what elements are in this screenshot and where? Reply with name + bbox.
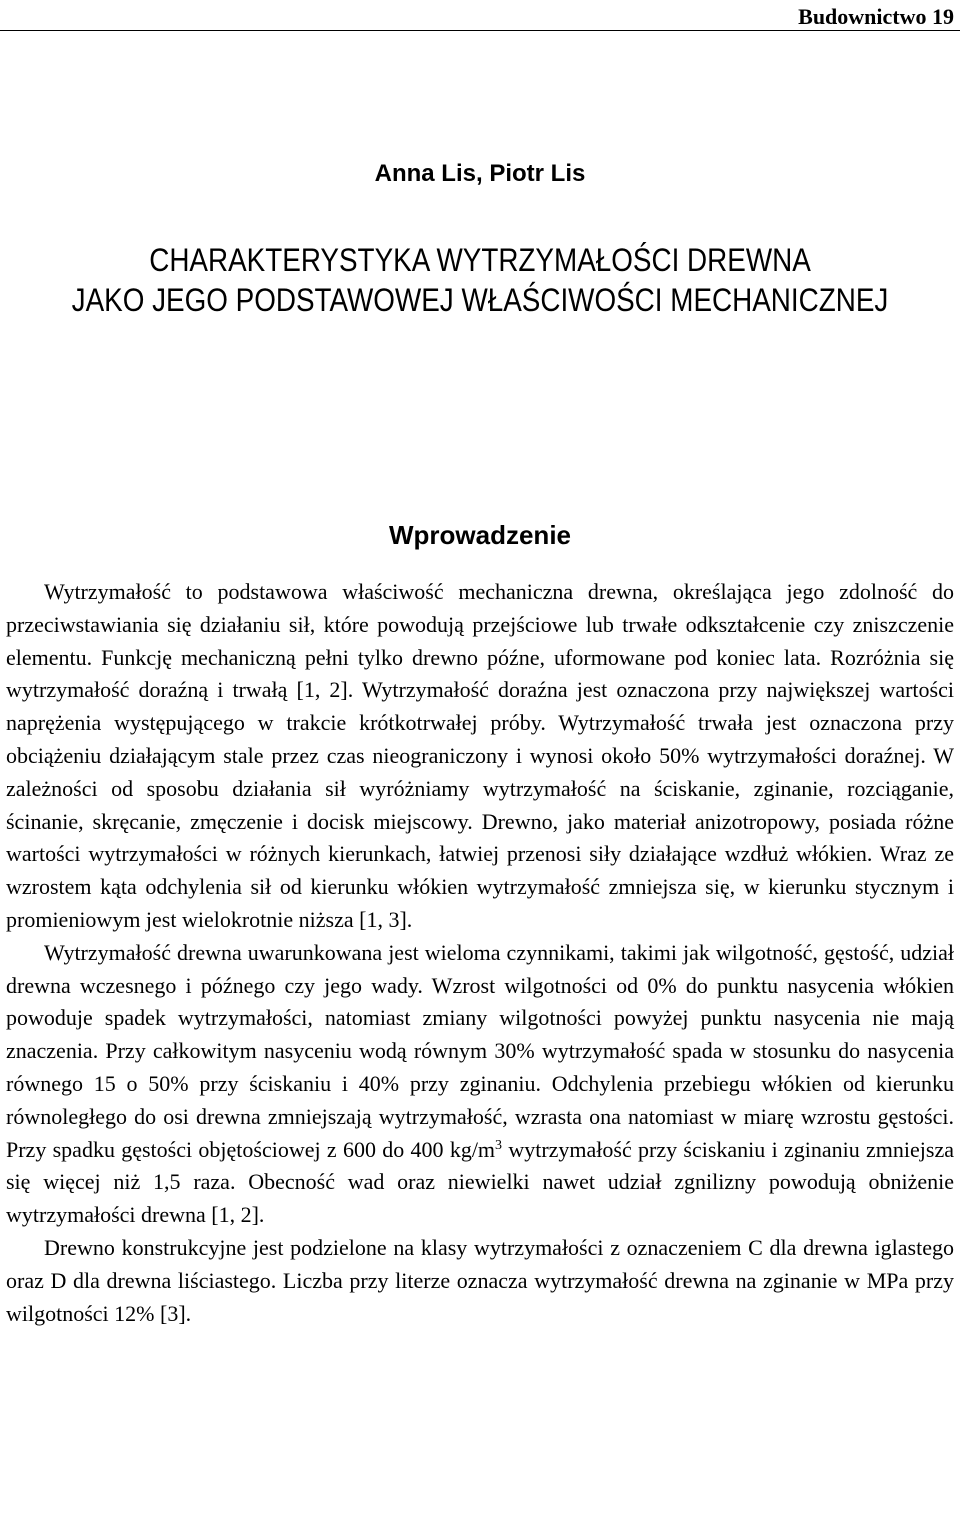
- section-heading: Wprowadzenie: [388, 520, 571, 550]
- title-line-2: JAKO JEGO PODSTAWOWEJ WŁAŚCIWOŚCI MECHANICZNEJ: [71, 282, 889, 318]
- header-rule: [0, 30, 960, 31]
- authors: Anna Lis, Piotr Lis: [374, 160, 586, 187]
- running-header: Budownictwo 19: [798, 4, 954, 29]
- paragraph-3: Drewno konstrukcyjne jest podzielone na klasy wytrzymałości z oznaczeniem C dla drewna iglastego oraz D dla drewna liściastego. Liczba przy literze oznacza wytrzymałość drewna na zginanie w MPa przy wilgotności 12% [3].: [6, 1234, 954, 1326]
- title-line-1: CHARAKTERYSTYKA WYTRZYMAŁOŚCI DREWNA: [149, 242, 811, 278]
- paper-title: [62, 240, 897, 320]
- paragraph-1: Wytrzymałość to podstawowa właściwość mechaniczna drewna, określająca jego zdolność do przeciwstawiania się działaniu sił, które powodują przejściowe lub trwałe odkształcenie czy zniszczenie elementu. Funkcję mechaniczną pełni tylko drewno późne, uformowane pod koniec lata. Rozróżnia się wytrzymałość doraźną i trwałą [1, 2]. Wytrzymałość doraźna jest oznaczona przy największej wartości naprężenia występującego w trakcie krótkotrwałej próby. Wytrzymałość trwała jest oznaczona przy obciążeniu działającym stale przez czas nieograniczony i wynosi około 50% wytrzymałości doraźnej. W zależności od sposobu działania sił wyróżniamy wytrzymałość na ściskanie, zginanie, rozciąganie, ścinanie, skręcanie, zmęczenie i docisk miejscowy. Drewno, jako materiał anizotropowy, posiada różne wartości wytrzymałości w różnych kierunkach, łatwiej przenosi siły działające wzdłuż włókien. Wraz ze wzrostem kąta odchylenia sił od kierunku włókien wytrzymałość zmniejsza się, w kierunku stycznym i promieniowym jest wielokrotnie niższa [1, 3].: [6, 579, 954, 932]
- superscript-exponent: 3: [495, 1137, 503, 1153]
- body-text: [6, 576, 954, 1330]
- paragraph-2-text-b: wytrzymałość przy ściskaniu i zginaniu zmniejsza się więcej niż 1,5 raza. Obecność wad oraz niewielki nawet udział zgnilizny powodują obniżenie wytrzymałości drewna [1, 2].: [6, 1136, 954, 1228]
- paragraph-2-text-a: Wytrzymałość drewna uwarunkowana jest wieloma czynnikami, takimi jak wilgotność, gęstość, udział drewna wczesnego i późnego czy jego wady. Wzrost wilgotności od 0% do punktu nasycenia włókien powoduje spadek wytrzymałości, natomiast zmiany wilgotności powyżej punktu nasycenia nie mają znaczenia. Przy całkowitym nasyceniu wodą równym 30% wytrzymałość spada w stosunku do nasycenia równego 15 o 50% przy ściskaniu i 40% przy zginaniu. Odchylenia przebiegu włókien od kierunku równoległego do osi drewna zmniejszają wytrzymałość, wzrasta ona natomiast w miarę wzrostu gęstości. Przy spadku gęstości objętościowej z 600 do 400 kg/m: [6, 939, 954, 1162]
- paragraph-2: [6, 937, 954, 1232]
